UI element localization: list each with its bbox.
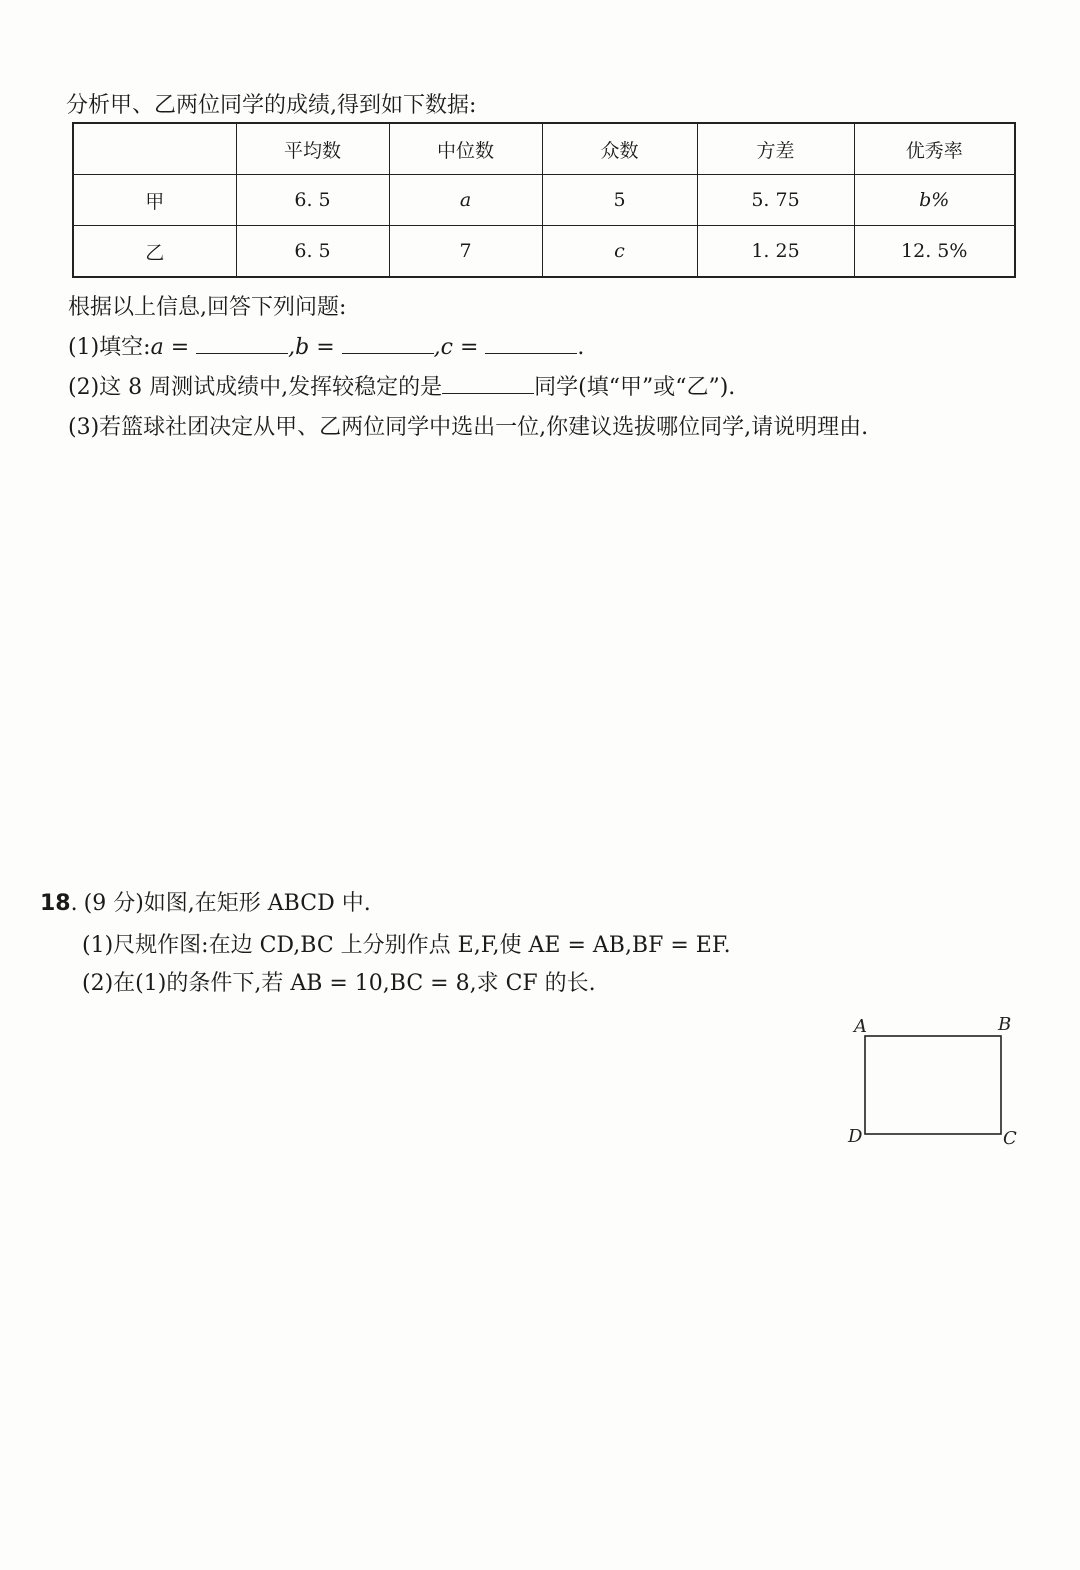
intro-text: 分析甲、乙两位同学的成绩,得到如下数据: xyxy=(66,93,477,118)
q17-part1-end: . xyxy=(577,335,585,360)
q17-part1-prefix: (1)填空: xyxy=(68,335,151,360)
q18-head-text: (9 分)如图,在矩形 ABCD 中. xyxy=(83,891,371,916)
table-cell: 1. 25 xyxy=(697,226,854,278)
question-number: 18 xyxy=(40,891,71,916)
table-header-cell: 优秀率 xyxy=(854,123,1015,175)
stats-table xyxy=(72,122,1016,278)
table-cell: 5. 75 xyxy=(697,175,854,226)
var-b-label: ,b = xyxy=(288,335,335,360)
q18-part2: (2)在(1)的条件下,若 AB = 10,BC = 8,求 CF 的长. xyxy=(82,971,596,996)
table-header-row xyxy=(73,123,1015,175)
table-header-cell: 众数 xyxy=(542,123,697,175)
answer-blank-a[interactable] xyxy=(196,333,288,354)
vertex-label-b: B xyxy=(998,1014,1012,1035)
answer-blank-c[interactable] xyxy=(485,333,577,354)
table-header-cell: 方差 xyxy=(697,123,854,175)
table-row xyxy=(73,175,1015,226)
var-a-label: a = xyxy=(150,335,190,360)
q18-part1: (1)尺规作图:在边 CD,BC 上分别作点 E,F,使 AE = AB,BF = EF. xyxy=(82,933,731,958)
vertex-label-c: C xyxy=(1003,1128,1017,1149)
table-row xyxy=(73,226,1015,278)
rectangle-abcd xyxy=(865,1036,1001,1134)
q17-part2 xyxy=(68,370,735,401)
rectangle-abcd-figure xyxy=(840,1010,1030,1155)
answer-blank-stable[interactable] xyxy=(442,373,534,394)
table-header-cell xyxy=(73,123,236,175)
q17-part2-prefix: (2)这 8 周测试成绩中,发挥较稳定的是 xyxy=(68,375,443,400)
table-cell-name: 乙 xyxy=(73,226,236,278)
table-header-cell: 中位数 xyxy=(389,123,542,175)
q17-lead: 根据以上信息,回答下列问题: xyxy=(68,295,347,320)
table-cell: 12. 5% xyxy=(854,226,1015,278)
table-cell: 6. 5 xyxy=(236,175,389,226)
table-cell: 5 xyxy=(542,175,697,226)
q17-part3: (3)若篮球社团决定从甲、乙两位同学中选出一位,你建议选拔哪位同学,请说明理由. xyxy=(68,415,869,440)
table-cell: c xyxy=(542,226,697,278)
table-cell: b% xyxy=(854,175,1015,226)
q18-head xyxy=(40,886,371,917)
var-c-label: ,c = xyxy=(433,335,479,360)
table-cell-name: 甲 xyxy=(73,175,236,226)
question-number-dot: . xyxy=(70,891,78,916)
table-cell: 6. 5 xyxy=(236,226,389,278)
table-cell: 7 xyxy=(389,226,542,278)
vertex-label-d: D xyxy=(848,1126,863,1147)
q17-part2-suffix: 同学(填“甲”或“乙”). xyxy=(534,375,736,400)
table-cell: a xyxy=(389,175,542,226)
table-header-cell: 平均数 xyxy=(236,123,389,175)
answer-blank-b[interactable] xyxy=(342,333,434,354)
q17-part1 xyxy=(68,330,584,361)
vertex-label-a: A xyxy=(854,1016,867,1037)
